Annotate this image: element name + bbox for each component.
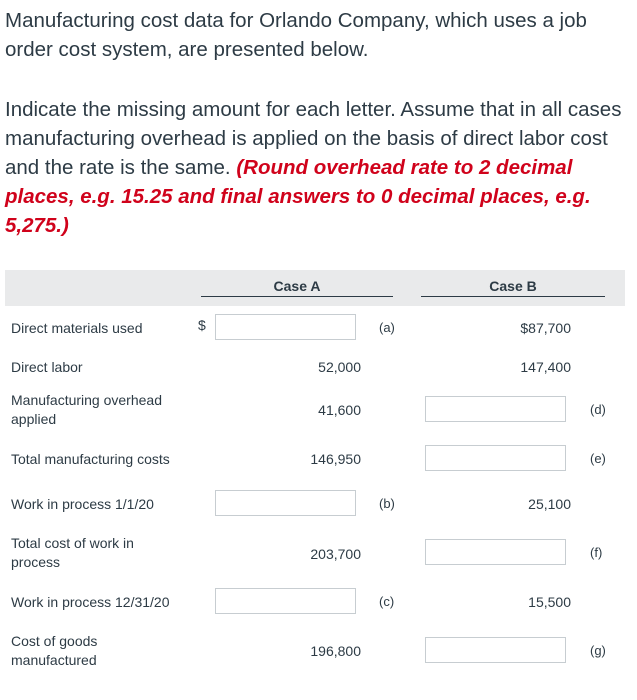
row-label-direct-materials: Direct materials used	[11, 320, 143, 336]
case-a-overhead-value: 41,600	[318, 402, 361, 418]
case-b-underline	[421, 296, 605, 297]
instruction-text: Indicate the missing amount for each letter. Assume that in all cases manufacturing overhead is applied on the basis of direct labor cost and the rate is the same.	[5, 98, 622, 179]
case-b-direct-labor-value: 147,400	[520, 359, 571, 375]
row-label-direct-labor: Direct labor	[11, 359, 83, 375]
case-b-direct-materials-value: $87,700	[520, 320, 571, 336]
case-a-cogm-value: 196,800	[310, 643, 361, 659]
rounding-instruction: (Round overhead rate to 2 decimal places, e.g. 15.25 and final answers to 0 decimal places, e.g. 5,275.)	[5, 156, 591, 237]
case-b-wip-ending-value: 15,500	[528, 594, 571, 610]
letter-c: (c)	[379, 594, 395, 609]
letter-e: (e)	[590, 451, 606, 466]
problem-instructions	[5, 95, 630, 240]
case-a-total-cost-wip-value: 203,700	[310, 546, 361, 562]
problem-intro: Manufacturing cost data for Orlando Company, which uses a job order cost system, are presented below.	[5, 9, 587, 61]
row-label-total-cost-wip: Total cost of work in process	[11, 535, 134, 570]
letter-a: (a)	[379, 320, 395, 335]
case-b-cogm-input[interactable]	[425, 637, 566, 663]
case-a-direct-labor-value: 52,000	[318, 359, 361, 375]
case-a-direct-materials-input[interactable]	[215, 314, 356, 340]
case-a-header: Case A	[273, 278, 321, 294]
row-label-overhead-applied: Manufacturing overhead applied	[11, 392, 162, 427]
letter-g: (g)	[590, 643, 606, 658]
case-b-overhead-input[interactable]	[425, 396, 566, 422]
cost-data-table	[5, 270, 625, 690]
case-b-total-manufacturing-input[interactable]	[425, 445, 566, 471]
case-b-wip-beginning-value: 25,100	[528, 496, 571, 512]
letter-f: (f)	[590, 545, 603, 560]
case-a-total-manufacturing-value: 146,950	[310, 451, 361, 467]
case-b-total-cost-wip-input[interactable]	[425, 539, 566, 565]
case-b-header: Case B	[489, 278, 537, 294]
letter-b: (b)	[379, 496, 395, 511]
table-header	[5, 270, 625, 306]
letter-d: (d)	[590, 402, 606, 417]
row-label-total-manufacturing-costs: Total manufacturing costs	[11, 451, 170, 467]
case-a-wip-ending-input[interactable]	[215, 588, 356, 614]
row-label-wip-ending: Work in process 12/31/20	[11, 594, 170, 610]
dollar-sign: $	[198, 317, 206, 333]
row-label-wip-beginning: Work in process 1/1/20	[11, 496, 154, 512]
case-a-wip-beginning-input[interactable]	[215, 490, 356, 516]
case-a-underline	[201, 296, 393, 297]
row-label-cost-of-goods-manufactured: Cost of goods manufactured	[11, 633, 98, 668]
